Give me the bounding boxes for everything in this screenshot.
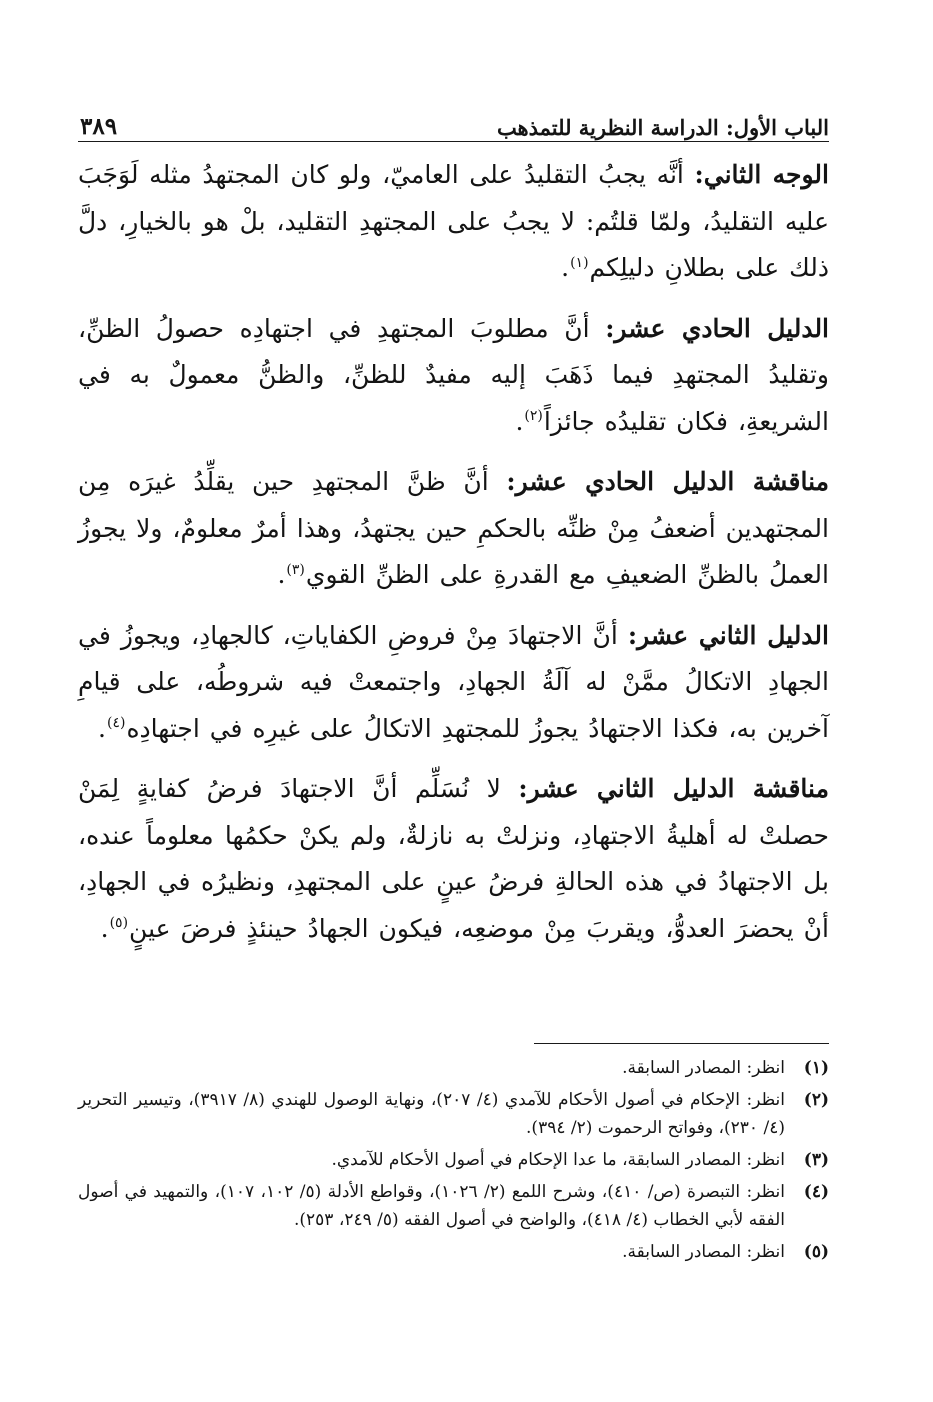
footnote-reference[interactable]: (١)	[570, 254, 589, 271]
paragraph-end: .	[515, 406, 524, 436]
paragraph-body: أنَّ مطلوبَ المجتهدِ في اجتهادِه حصولُ الظنِّ، وتقليدُ المجتهدِ فيما ذَهَبَ إليه مفيدٌ للظنِّ، والظنُّ معمولٌ به في الشريعةِ، فكان تقليدُه جائزاً	[78, 313, 829, 436]
footnote-number: (١)	[803, 1058, 829, 1078]
paragraph-body: لا نُسَلِّم أنَّ الاجتهادَ فرضُ كفايةٍ لِمَنْ حصلتْ له أهليةُ الاجتهادِ، ونزلتْ به نازلةٌ، ولم يكنْ حكمُها معلوماً عنده، بل الاجتهادُ في هذه الحالةِ فرضُ عينٍ على المجتهدِ، ونظيرُه في الجهادِ، أنْ يحضرَ العدوُّ، ويقربَ مِنْ موضعِه، فيكون الجهادُ حينئذٍ فرضَ عينٍ	[78, 774, 829, 943]
paragraph-body: أنَّه يجبُ التقليدُ على العاميّ، ولو كان المجتهدُ مثله لَوَجَبَ عليه التقليدُ، ولمّا قلتُم: لا يجبُ على المجتهدِ التقليد، بلْ هو بالخيارِ، دلَّ ذلك على بطلانِ دليلِكم	[78, 160, 829, 282]
footnote-reference[interactable]: (٤)	[106, 715, 126, 732]
paragraph-end: .	[100, 913, 109, 943]
footnote-text: انظر: المصادر السابقة.	[622, 1058, 785, 1078]
paragraph-end: .	[561, 253, 570, 282]
paragraph-end: .	[98, 713, 106, 743]
footnotes	[78, 1054, 829, 1270]
footnote-number: (٢)	[803, 1090, 829, 1110]
footnote-item	[78, 1178, 829, 1234]
paragraph-heading: الدليل الثاني عشر:	[627, 620, 829, 650]
footnote-reference[interactable]: (٥)	[109, 915, 129, 932]
footnote-number: (٤)	[803, 1182, 829, 1202]
footnote-reference[interactable]: (٢)	[524, 408, 543, 425]
paragraph-discussion-twelve	[78, 766, 829, 952]
running-header	[80, 104, 829, 140]
paragraph-discussion-eleven	[78, 459, 829, 599]
paragraph-end: .	[277, 560, 286, 589]
footnote-text: انظر: التبصرة (ص/ ٤١٠)، وشرح اللمع (٢/ ١٠٢٦)، وقواطع الأدلة (٥/ ١٠٢، ١٠٧)، والتمهيد في أصول الفقه لأبي الخطاب (٤/ ٤١٨)، والواضح في أصول الفقه (٥/ ٢٤٩، ٢٥٣).	[78, 1182, 786, 1230]
footnote-number: (٥)	[803, 1242, 829, 1262]
page-number: ٣٨٩	[80, 113, 118, 140]
paragraph-body: أنَّ ظنَّ المجتهدِ حين يقلِّدُ غيرَه مِن المجتهدين أضعفُ مِنْ ظنِّه بالحكمِ حين يجتهدُ، وهذا أمرٌ معلومٌ، ولا يجوزُ العملُ بالظنِّ الضعيفِ مع القدرةِ على الظنِّ القوي	[78, 467, 829, 589]
paragraph-evidence-twelve	[78, 613, 829, 753]
paragraph-evidence-eleven	[78, 306, 829, 446]
paragraph-heading: مناقشة الدليل الثاني عشر:	[518, 774, 829, 803]
footnote-divider	[534, 1043, 829, 1044]
paragraph-second-aspect	[78, 152, 829, 292]
chapter-title: الباب الأول: الدراسة النظرية للتمذهب	[496, 115, 829, 140]
footnote-item	[78, 1086, 829, 1142]
main-text	[78, 152, 829, 966]
footnote-item	[78, 1238, 829, 1266]
footnote-text: انظر: المصادر السابقة.	[622, 1242, 785, 1262]
footnote-text: انظر: المصادر السابقة، ما عدا الإحكام في أصول الأحكام للآمدي.	[331, 1150, 785, 1170]
footnote-number: (٣)	[803, 1150, 829, 1170]
footnote-item	[78, 1146, 829, 1174]
paragraph-heading: الدليل الحادي عشر:	[605, 313, 830, 343]
footnote-reference[interactable]: (٣)	[286, 561, 305, 578]
header-divider	[78, 141, 829, 142]
paragraph-body: أنَّ الاجتهادَ مِنْ فروضِ الكفاياتِ، كالجهادِ، ويجوزُ في الجهادِ الاتكالُ ممَّنْ له آلَةُ الجهادِ، واجتمعتْ فيه شروطُه، على قيامِ آخرين به، فكذا الاجتهادُ يجوزُ للمجتهدِ الاتكالُ على غيرِه في اجتهادِه	[78, 620, 829, 743]
paragraph-heading: الوجه الثاني:	[694, 160, 829, 189]
footnote-item	[78, 1054, 829, 1082]
paragraph-heading: مناقشة الدليل الحادي عشر:	[506, 467, 830, 496]
footnote-text: انظر: الإحكام في أصول الأحكام للآمدي (٤/ ٢٠٧)، ونهاية الوصول للهندي (٨/ ٣٩١٧)، وتيسير التحرير (٤/ ٢٣٠)، وفواتح الرحموت (٢/ ٣٩٤).	[78, 1090, 786, 1138]
